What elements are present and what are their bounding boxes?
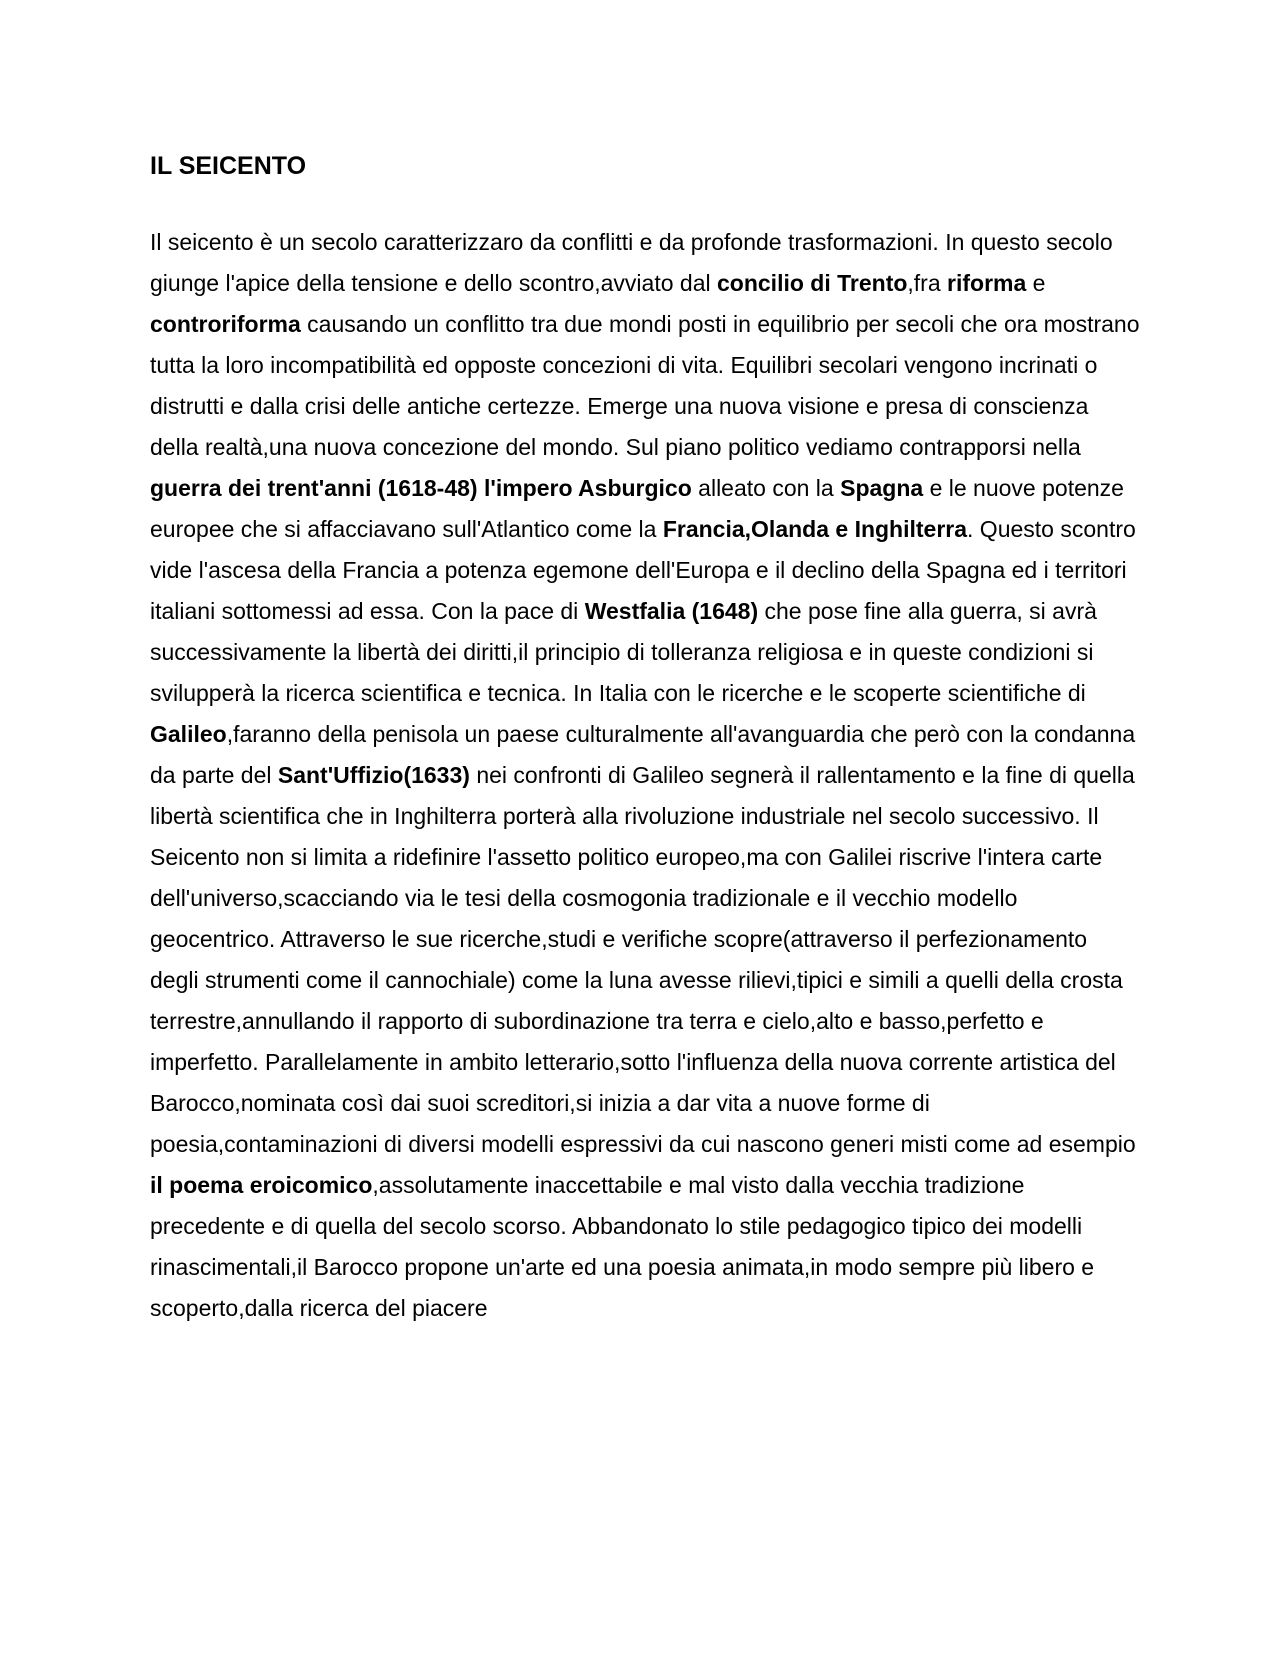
body-segment: . Questo scontro vide l'ascesa della Francia a potenza egemone dell'Europa e il declino della Spagna ed i territori italiani sottomessi ad essa. Con la pace di — [150, 516, 1136, 624]
document-page — [150, 150, 1140, 1329]
body-segment-bold: controriforma — [150, 311, 301, 337]
body-segment-bold: concilio di Trento — [717, 270, 908, 296]
body-segment-bold: riforma — [947, 270, 1027, 296]
document-title: IL SEICENTO — [150, 152, 307, 180]
body-segment: ,faranno della penisola un paese culturalmente all'avanguardia che però con la condanna da parte del — [150, 721, 1136, 788]
body-segment: e — [1026, 270, 1046, 296]
body-segment-bold: Francia,Olanda e Inghilterra — [662, 516, 968, 542]
body-segment-bold: Sant'Uffizio(1633) — [277, 762, 470, 788]
body-segment: nei confronti di Galileo segnerà il rallentamento e la fine di quella libertà scientifica che in Inghilterra porterà alla rivoluzione industriale nel secolo successivo. Il Seicento non si limita a ridefinire l'assetto politico europeo,ma con Galilei riscrive l'intera carte dell'universo,scacciando via le tesi della cosmogonia tradizionale e il vecchio modello geocentrico. Attraverso le sue ricerche,studi e verifiche scopre(attraverso il perfezionamento degli strumenti come il cannochiale) come la luna avesse rilievi,tipici e simili a quelli della crosta terrestre,annullando il rapporto di subordinazione tra terra e cielo,alto e basso,perfetto e imperfetto. Parallelamente in ambito letterario,sotto l'influenza della nuova corrente artistica del Barocco,nominata così dai suoi screditori,si inizia a dar vita a nuove forme di poesia,contaminazioni di diversi modelli espressivi da cui nascono generi misti come ad esempio — [150, 762, 1136, 1157]
body-segment: alleato con la — [691, 475, 841, 501]
body-segment: causando un conflitto tra due mondi posti in equilibrio per secoli che ora mostrano tutta la loro incompatibilità ed opposte concezioni di vita. Equilibri secolari vengono incrinati o distrutti e dalla crisi delle antiche certezze. Emerge una nuova visione e presa di conscienza della realtà,una nuova concezione del mondo. Sul piano politico vediamo contrapporsi nella — [150, 311, 1140, 460]
body-segment: ,fra — [907, 270, 948, 296]
body-segment: che pose fine alla guerra, si avrà successivamente la libertà dei diritti,il principio di tolleranza religiosa e in queste condizioni si svilupperà la ricerca scientifica e tecnica. In Italia con le ricerche e le scoperte scientifiche di — [150, 598, 1097, 706]
body-segment-bold: guerra dei trent'anni (1618-48) l'impero Asburgico — [150, 475, 692, 501]
body-segment: ,assolutamente inaccettabile e mal visto dalla vecchia tradizione precedente e di quella del secolo scorso. Abbandonato lo stile pedagogico tipico dei modelli rinascimentali,il Barocco propone un'arte ed una poesia animata,in modo sempre più libero e scoperto,dalla ricerca del piacere — [150, 1172, 1095, 1321]
body-segment-bold: Westfalia (1648) — [584, 598, 759, 624]
document-body — [150, 222, 1140, 1329]
body-segment: Il seicento è un secolo caratterizzaro da conflitti e da profonde trasformazioni. In questo secolo giunge l'apice della tensione e dello scontro,avviato dal — [150, 229, 1113, 296]
body-segment-bold: Spagna — [840, 475, 924, 501]
body-segment: e le nuove potenze europee che si affacciavano sull'Atlantico come la — [150, 475, 1124, 542]
body-segment-bold: Galileo — [150, 721, 227, 747]
body-segment-bold: il poema eroicomico — [150, 1172, 373, 1198]
